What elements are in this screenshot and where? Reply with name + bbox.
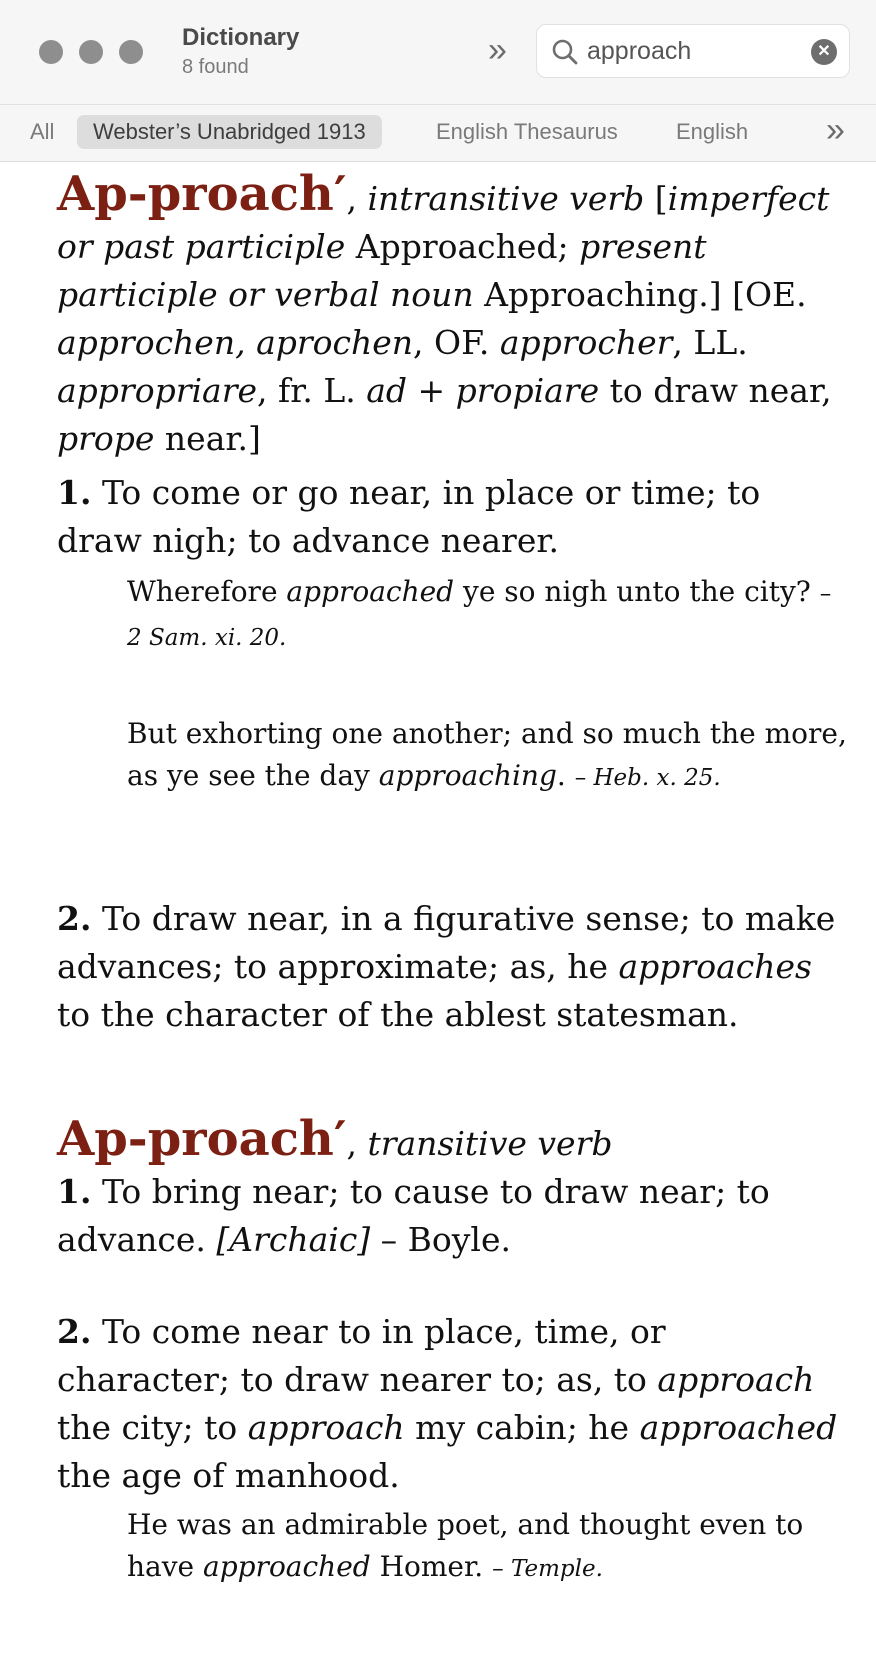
tab-all[interactable]: All	[30, 119, 55, 144]
title-bar	[0, 0, 876, 104]
sense-number: 1.	[57, 1172, 92, 1211]
citation: Temple.	[510, 1556, 603, 1582]
tab-english-thesaurus[interactable]: English Thesaurus	[436, 119, 618, 144]
tab-english[interactable]: English	[676, 119, 749, 144]
entry-header: Ap-proach′, intransitive verb [imperfect or past participle Approached; present participle or verbal noun Approaching.] [OE. approchen, aprochen, OF. approcher, LL. appropriare, fr. L. ad + propiare to draw near, prope near.]	[57, 166, 832, 458]
sense-number: 1.	[57, 473, 92, 512]
sense-2: 2. To come near to in place, time, or character; to draw nearer to; as, to approach the city; to approach my cabin; he approached the age of manhood.	[57, 1312, 838, 1495]
entry-transitive	[57, 1111, 847, 1590]
close-window-button[interactable]	[39, 40, 63, 64]
window-title: Dictionary	[182, 24, 300, 51]
quote: But exhorting one another; and so much the more, as ye see the day approaching. – Heb. x. 25.	[127, 717, 847, 792]
search-field[interactable]	[536, 24, 850, 78]
headword: Ap-proach′	[57, 166, 347, 222]
sense-1: 1. To come or go near, in place or time; to draw nigh; to advance nearer.	[57, 473, 761, 560]
headword: Ap-proach′	[57, 1111, 347, 1167]
minimize-window-button[interactable]	[79, 40, 103, 64]
citation: Heb. x. 25.	[593, 765, 721, 791]
results-count: 8 found	[182, 56, 249, 78]
entry-intransitive	[57, 166, 847, 1039]
zoom-window-button[interactable]	[119, 40, 143, 64]
definition-content	[57, 166, 847, 1590]
entry-header: Ap-proach′, transitive verb	[57, 1111, 613, 1167]
dictionary-tabs	[0, 104, 876, 162]
part-of-speech: intransitive verb	[367, 179, 645, 218]
citation: 2 Sam. xi. 20.	[127, 625, 287, 651]
search-input[interactable]	[587, 33, 787, 69]
quote: Wherefore approached ye so nigh unto the city? – 2 Sam. xi. 20.	[127, 575, 832, 651]
toolbar-overflow-icon[interactable]: »	[488, 31, 497, 69]
search-icon	[551, 38, 579, 66]
tabs-overflow-icon[interactable]: »	[826, 111, 835, 149]
part-of-speech: transitive verb	[367, 1124, 613, 1163]
sense-number: 2.	[57, 1312, 92, 1351]
clear-search-icon[interactable]: ✕	[811, 39, 837, 65]
sense-1: 1. To bring near; to cause to draw near; to advance. [Archaic] – Boyle.	[57, 1172, 770, 1259]
tab-websters-unabridged-1913[interactable]: Webster’s Unabridged 1913	[77, 115, 382, 149]
sense-2: 2. To draw near, in a figurative sense; to make advances; to approximate; as, he approaches to the character of the ablest statesman.	[57, 899, 836, 1034]
quote: He was an admirable poet, and thought even to have approached Homer. – Temple.	[127, 1508, 804, 1583]
sense-number: 2.	[57, 899, 92, 938]
